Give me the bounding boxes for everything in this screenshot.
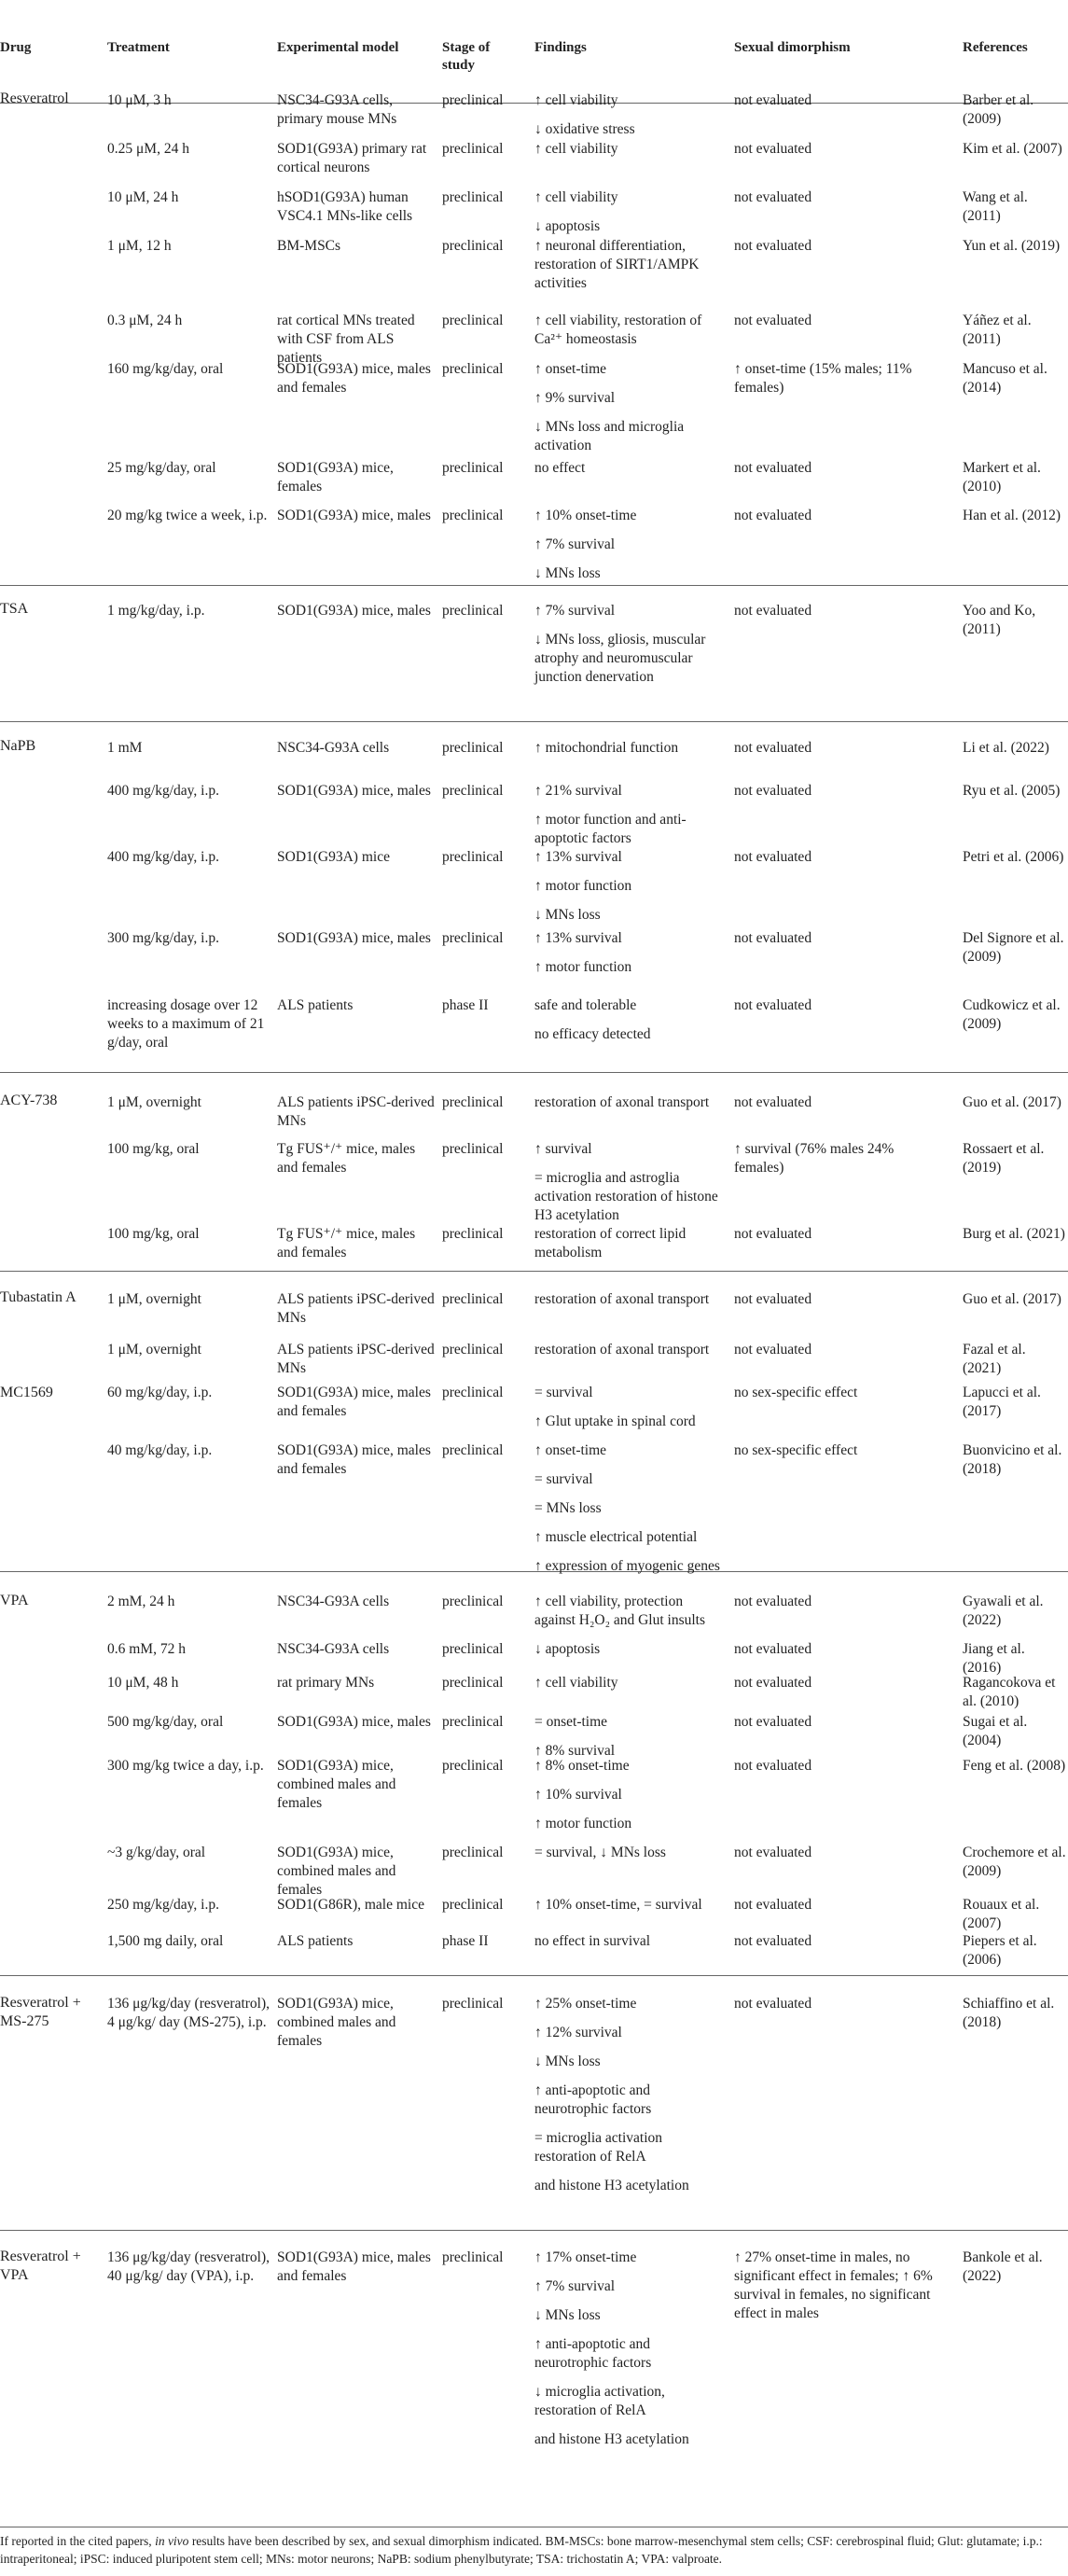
treatment-cell: 300 mg/kg twice a day, i.p. [107,1758,264,1774]
stage-cell: preclinical [442,460,504,476]
sexual-dimorphism-cell: not evaluated [734,1996,812,2012]
reference-cell: Feng et al. (2008) [963,1758,1066,1774]
treatment-cell: 400 mg/kg/day, i.p. [107,849,219,865]
treatment-cell: 10 μM, 48 h [107,1675,179,1691]
stage-cell: phase II [442,1933,489,1949]
model-cell: NSC34-G93A cells [277,740,390,756]
reference-cell: Wang et al. (2011) [963,189,1028,224]
reference-cell: Jiang et al. (2016) [963,1641,1025,1676]
finding-item: ↑ 8% onset-time [534,1758,630,1774]
findings-cell [534,1713,721,1761]
drug-name: TSA [0,601,29,617]
reference-cell: Fazal et al. (2021) [963,1342,1026,1376]
findings-cell [534,360,721,455]
stage-cell: phase II [442,997,489,1013]
stage-cell: preclinical [442,508,504,523]
finding-item: ↑ survival [534,1141,592,1157]
finding-item: ↑ 12% survival [534,2025,622,2040]
sexual-dimorphism-cell: not evaluated [734,238,812,254]
findings-cell [534,188,721,236]
findings-cell [534,1896,721,1915]
finding-item: ↑ onset-time [534,361,607,377]
finding-item: ↓ MNs loss and microglia activation [534,419,685,453]
sexual-dimorphism-cell: not evaluated [734,92,812,108]
sexual-dimorphism-cell: not evaluated [734,1094,812,1110]
reference-cell: Rouaux et al. (2007) [963,1897,1040,1931]
model-cell: SOD1(G93A) mice, males and females [277,2249,431,2284]
model-cell: SOD1(G93A) mice, males and females [277,361,431,396]
model-cell: SOD1(G93A) mice, combined males and females [277,1996,396,2049]
stage-cell: preclinical [442,361,504,377]
drug-name: NaPB [0,738,36,754]
model-cell: SOD1(G93A) mice, combined males and females [277,1845,396,1898]
stage-cell: preclinical [442,1714,504,1730]
header-sexual-dimorphism: Sexual dimorphism [734,40,851,55]
reference-cell: Markert et al. (2010) [963,460,1041,494]
finding-item: restoration of axonal transport [534,1342,710,1358]
stage-cell: preclinical [442,1442,504,1458]
treatment-cell: 2 mM, 24 h [107,1594,175,1609]
stage-cell: preclinical [442,849,504,865]
reference-cell: Rossaert et al. (2019) [963,1141,1045,1176]
model-cell: rat cortical MNs treated with CSF from ALS patients [277,313,415,366]
treatment-cell: 1,500 mg daily, oral [107,1933,224,1949]
finding-item: ↑ cell viability [534,92,618,108]
model-cell: ALS patients [277,997,354,1013]
reference-cell: Kim et al. (2007) [963,141,1062,157]
header-treatment: Treatment [107,40,170,55]
treatment-cell: 0.6 mM, 72 h [107,1641,186,1657]
model-cell: SOD1(G93A) mice, males and females [277,1442,431,1477]
reference-cell: Han et al. (2012) [963,508,1061,523]
stage-cell: preclinical [442,1641,504,1657]
sexual-dimorphism-cell: not evaluated [734,508,812,523]
finding-item: ↓ MNs loss [534,2307,601,2323]
finding-item: ↑ 7% survival [534,2278,616,2294]
reference-cell: Yun et al. (2019) [963,238,1061,254]
finding-item: restoration of correct lipid metabolism [534,1226,687,1260]
reference-cell: Bankole et al. (2022) [963,2249,1043,2284]
footnote-italic: in vivo [155,2534,189,2548]
model-cell: rat primary MNs [277,1675,375,1691]
treatment-cell: 400 mg/kg/day, i.p. [107,783,219,799]
treatment-cell: 60 mg/kg/day, i.p. [107,1385,213,1400]
treatment-cell: 500 mg/kg/day, oral [107,1714,224,1730]
finding-item: ↑ muscle electrical potential [534,1529,698,1545]
reference-cell: Cudkowicz et al. (2009) [963,997,1061,1032]
findings-cell [534,739,721,758]
model-cell: SOD1(G93A) mice, males [277,508,431,523]
finding-item: ↑ 10% onset-time [534,508,637,523]
sexual-dimorphism-cell: not evaluated [734,740,812,756]
treatment-cell: 1 μM, 12 h [107,238,172,254]
sexual-dimorphism-cell: not evaluated [734,313,812,328]
treatment-cell: 1 μM, overnight [107,1291,201,1307]
treatment-cell: 100 mg/kg, oral [107,1226,200,1242]
header-stage: Stage of study [442,40,491,73]
finding-item: ↑ anti-apoptotic and neurotrophic factors [534,2336,652,2371]
sexual-dimorphism-cell: not evaluated [734,1897,812,1913]
drug-name: Resveratrol + VPA [0,2249,81,2283]
finding-item: ↑ cell viability, restoration of Ca²⁺ homeostasis [534,313,702,347]
findings-cell [534,1844,721,1862]
model-cell: ALS patients [277,1933,354,1949]
sexual-dimorphism-cell: not evaluated [734,783,812,799]
finding-item: restoration of axonal transport [534,1094,710,1110]
finding-item: ↑ 21% survival [534,783,622,799]
sexual-dimorphism-cell: not evaluated [734,141,812,157]
finding-item: no efficacy detected [534,1026,651,1042]
model-cell: SOD1(G93A) mice, males [277,1714,431,1730]
finding-item: ↓ microglia activation, restoration of RelA [534,2384,665,2418]
sexual-dimorphism-cell: not evaluated [734,189,812,205]
header-drug: Drug [0,40,32,55]
reference-cell: Sugai et al. (2004) [963,1714,1028,1748]
treatment-cell: 0.25 μM, 24 h [107,141,189,157]
sexual-dimorphism-cell: not evaluated [734,997,812,1013]
stage-cell: preclinical [442,1094,504,1110]
treatment-cell: 25 mg/kg/day, oral [107,460,216,476]
model-cell: ALS patients iPSC-derived MNs [277,1291,435,1326]
table-footnote [0,2527,1068,2568]
reference-cell: Mancuso et al. (2014) [963,361,1047,396]
findings-cell [534,140,721,159]
findings-cell [534,1995,721,2195]
finding-item: = onset-time [534,1714,608,1730]
finding-item: = survival [534,1471,593,1487]
finding-item: safe and tolerable [534,997,637,1013]
treatment-cell: 1 mM [107,740,143,756]
model-cell: ALS patients iPSC-derived MNs [277,1342,435,1376]
stage-cell: preclinical [442,1845,504,1860]
reference-cell: Burg et al. (2021) [963,1226,1065,1242]
stage-cell: preclinical [442,1342,504,1358]
model-cell: SOD1(G93A) mice, males [277,930,431,946]
findings-cell [534,2249,721,2449]
findings-cell [534,1140,721,1225]
sexual-dimorphism-cell: not evaluated [734,460,812,476]
finding-item: ↑ 10% survival [534,1787,622,1803]
model-cell: SOD1(G93A) mice, females [277,460,394,494]
finding-item: and histone H3 acetylation [534,2178,689,2193]
findings-cell [534,312,721,349]
reference-cell: Guo et al. (2017) [963,1291,1061,1307]
finding-item: ↓ oxidative stress [534,121,635,137]
model-cell: NSC34-G93A cells [277,1594,390,1609]
finding-item: ↑ cell viability [534,189,618,205]
sexual-dimorphism-cell: not evaluated [734,1291,812,1307]
finding-item: ↓ MNs loss, gliosis, muscular atrophy and neuromuscular junction denervation [534,632,706,685]
findings-cell [534,1593,721,1630]
model-cell: SOD1(G93A) mice, males [277,603,431,619]
sexual-dimorphism-cell: ↑ onset-time (15% males; 11% females) [734,361,912,396]
model-cell: SOD1(G93A) mice, males [277,783,431,799]
group-separator [0,2230,1068,2231]
stage-cell: preclinical [442,1897,504,1913]
findings-cell [534,602,721,687]
finding-item: = microglia and astroglia activation restoration of histone H3 acetylation [534,1170,718,1223]
footnote-text-start: If reported in the cited papers, [0,2534,156,2548]
treatment-cell: 100 mg/kg, oral [107,1141,200,1157]
finding-item: ↑ anti-apoptotic and neurotrophic factors [534,2082,652,2117]
stage-cell: preclinical [442,1996,504,2012]
reference-cell: Yoo and Ko, (2011) [963,603,1036,637]
findings-cell [534,1093,721,1112]
group-separator [0,1271,1068,1272]
findings-cell [534,1341,721,1359]
model-cell: BM-MSCs [277,238,341,254]
stage-cell: preclinical [442,92,504,108]
finding-item: restoration of axonal transport [534,1291,710,1307]
findings-cell [534,1225,721,1262]
reference-cell: Yáñez et al. (2011) [963,313,1032,347]
finding-item: ↑ 7% survival [534,536,616,552]
reference-cell: Del Signore et al. (2009) [963,930,1064,965]
finding-item: ↑ 25% onset-time [534,1996,637,2012]
finding-item: ↓ apoptosis [534,218,601,234]
stage-cell: preclinical [442,313,504,328]
finding-item: ↑ 17% onset-time [534,2249,637,2265]
drug-name: Tubastatin A [0,1289,76,1305]
model-cell: SOD1(G93A) mice, combined males and females [277,1758,396,1811]
finding-item: ↑ 13% survival [534,849,622,865]
footnote-text-end: results have been described by sex, and sexual dimorphism indicated. BM-MSCs: bone marrow-mesenchymal stem cells; CSF: cerebrospinal fluid; Glut: glutamate; i.p.: intraperitoneal; iPSC: induced pluripotent stem cell; MNs: motor neurons; NaPB: sodium phenylbutyrate; TSA: trichostatin A; VPA: valproate. [0,2534,1043,2566]
treatment-cell: 300 mg/kg/day, i.p. [107,930,219,946]
treatment-cell: 136 μg/kg/day (resveratrol), 4 μg/kg/ day (MS-275), i.p. [107,1996,270,2030]
findings-cell [534,237,721,293]
model-cell: ALS patients iPSC-derived MNs [277,1094,435,1129]
sexual-dimorphism-cell: not evaluated [734,1594,812,1609]
drug-name: VPA [0,1593,29,1608]
reference-cell: Li et al. (2022) [963,740,1049,756]
model-cell: NSC34-G93A cells, primary mouse MNs [277,92,397,127]
treatment-cell: 160 mg/kg/day, oral [107,361,224,377]
findings-cell [534,507,721,583]
finding-item: ↑ cell viability [534,1675,618,1691]
header-findings: Findings [534,40,587,55]
reference-cell: Buonvicino et al. (2018) [963,1442,1062,1477]
finding-item: = survival, ↓ MNs loss [534,1845,666,1860]
finding-item: ↑ 10% onset-time, = survival [534,1897,702,1913]
reference-cell: Ragancokova et al. (2010) [963,1675,1056,1709]
treatment-cell: 1 mg/kg/day, i.p. [107,603,205,619]
stage-cell: preclinical [442,1141,504,1157]
header-references: References [963,40,1028,55]
group-separator [0,585,1068,586]
sexual-dimorphism-cell: not evaluated [734,603,812,619]
drug-name: ACY-738 [0,1093,58,1108]
treatment-cell: 1 μM, overnight [107,1342,201,1358]
sexual-dimorphism-cell: ↑ 27% onset-time in males, no significant effect in females; ↑ 6% survival in females, no significant effect in males [734,2249,933,2321]
findings-cell [534,848,721,925]
reference-cell: Gyawali et al. (2022) [963,1594,1044,1628]
finding-item: = survival [534,1385,593,1400]
treatment-cell: ~3 g/kg/day, oral [107,1845,206,1860]
sexual-dimorphism-cell: not evaluated [734,1933,812,1949]
finding-item: ↑ motor function [534,959,632,975]
sexual-dimorphism-cell: not evaluated [734,849,812,865]
reference-cell: Crochemore et al. (2009) [963,1845,1066,1879]
treatment-cell: increasing dosage over 12 weeks to a maximum of 21 g/day, oral [107,997,265,1051]
finding-item: ↑ 9% survival [534,390,616,406]
sexual-dimorphism-cell: not evaluated [734,1714,812,1730]
stage-cell: preclinical [442,2249,504,2265]
finding-item: ↑ motor function [534,1816,632,1831]
finding-item: ↓ apoptosis [534,1641,601,1657]
finding-item: ↑ 8% survival [534,1743,616,1759]
findings-cell [534,929,721,977]
model-cell: Tg FUS⁺/⁺ mice, males and females [277,1141,416,1176]
findings-cell [534,1441,721,1576]
treatment-cell: 10 μM, 3 h [107,92,172,108]
findings-cell [534,1290,721,1309]
sexual-dimorphism-cell: not evaluated [734,1226,812,1242]
group-separator [0,1975,1068,1976]
stage-cell: preclinical [442,603,504,619]
findings-cell [534,1640,721,1659]
stage-cell: preclinical [442,1594,504,1609]
reference-cell: Piepers et al. (2006) [963,1933,1037,1968]
sexual-dimorphism-cell: not evaluated [734,1758,812,1774]
findings-cell [534,1674,721,1692]
model-cell: SOD1(G93A) mice [277,849,390,865]
treatment-cell: 0.3 μM, 24 h [107,313,183,328]
sexual-dimorphism-cell: ↑ survival (76% males 24% females) [734,1141,895,1176]
stage-cell: preclinical [442,930,504,946]
finding-item: ↓ MNs loss [534,907,601,923]
reference-cell: Ryu et al. (2005) [963,783,1061,799]
finding-item: ↑ onset-time [534,1442,607,1458]
drug-name: Resveratrol + MS-275 [0,1995,81,2029]
model-cell: SOD1(G93A) primary rat cortical neurons [277,141,427,175]
group-separator [0,721,1068,722]
stage-cell: preclinical [442,189,504,205]
treatment-cell: 20 mg/kg twice a week, i.p. [107,508,268,523]
stage-cell: preclinical [442,1385,504,1400]
stage-cell: preclinical [442,1291,504,1307]
findings-cell [534,1384,721,1431]
model-cell: Tg FUS⁺/⁺ mice, males and females [277,1226,416,1260]
finding-item: no effect [534,460,586,476]
reference-cell: Barber et al. (2009) [963,92,1034,127]
stage-cell: preclinical [442,141,504,157]
findings-cell [534,459,721,478]
stage-cell: preclinical [442,1758,504,1774]
stage-cell: preclinical [442,1226,504,1242]
finding-item: ↑ cell viability [534,141,618,157]
treatment-cell: 250 mg/kg/day, i.p. [107,1897,219,1913]
finding-item: ↑ cell viability, protection against H₂O₂ and Glut insults [534,1594,706,1628]
finding-item: ↑ 7% survival [534,603,616,619]
drug-name: MC1569 [0,1385,53,1400]
finding-item: ↑ motor function and anti-apoptotic factors [534,812,687,846]
findings-cell [534,1757,721,1833]
findings-cell [534,782,721,848]
finding-item: ↑ mitochondrial function [534,740,679,756]
sexual-dimorphism-cell: no sex-specific effect [734,1442,858,1458]
finding-item: ↑ neuronal differentiation, restoration of SIRT1/AMPK activities [534,238,700,291]
model-cell: hSOD1(G93A) human VSC4.1 MNs-like cells [277,189,413,224]
model-cell: SOD1(G93A) mice, males and females [277,1385,431,1419]
sexual-dimorphism-cell: not evaluated [734,930,812,946]
stage-cell: preclinical [442,238,504,254]
finding-item: ↓ MNs loss [534,565,601,581]
sexual-dimorphism-cell: not evaluated [734,1845,812,1860]
drug-name: Resveratrol [0,91,69,106]
finding-item: = MNs loss [534,1500,602,1516]
reference-cell: Guo et al. (2017) [963,1094,1061,1110]
finding-item: = microglia activation restoration of RelA [534,2130,663,2165]
header-model: Experimental model [277,40,399,55]
model-cell: SOD1(G86R), male mice [277,1897,424,1913]
finding-item: no effect in survival [534,1933,651,1949]
finding-item: and histone H3 acetylation [534,2431,689,2447]
findings-cell [534,996,721,1044]
group-separator [0,1072,1068,1073]
stage-cell: preclinical [442,783,504,799]
reference-cell: Lapucci et al. (2017) [963,1385,1041,1419]
findings-cell [534,1932,721,1951]
reference-cell: Schiaffino et al. (2018) [963,1996,1055,2030]
finding-item: ↑ expression of myogenic genes [534,1558,720,1574]
sexual-dimorphism-cell: not evaluated [734,1342,812,1358]
findings-cell [534,91,721,139]
stage-cell: preclinical [442,1675,504,1691]
stage-cell: preclinical [442,740,504,756]
treatment-cell: 1 μM, overnight [107,1094,201,1110]
treatment-cell: 136 μg/kg/day (resveratrol), 40 μg/kg/ day (VPA), i.p. [107,2249,270,2284]
finding-item: ↓ MNs loss [534,2054,601,2069]
sexual-dimorphism-cell: no sex-specific effect [734,1385,858,1400]
treatment-cell: 40 mg/kg/day, i.p. [107,1442,213,1458]
table-header [0,0,1068,104]
finding-item: ↑ motor function [534,878,632,894]
model-cell: NSC34-G93A cells [277,1641,390,1657]
reference-cell: Petri et al. (2006) [963,849,1064,865]
sexual-dimorphism-cell: not evaluated [734,1675,812,1691]
finding-item: ↑ Glut uptake in spinal cord [534,1413,696,1429]
treatment-cell: 10 μM, 24 h [107,189,179,205]
finding-item: ↑ 13% survival [534,930,622,946]
sexual-dimorphism-cell: not evaluated [734,1641,812,1657]
